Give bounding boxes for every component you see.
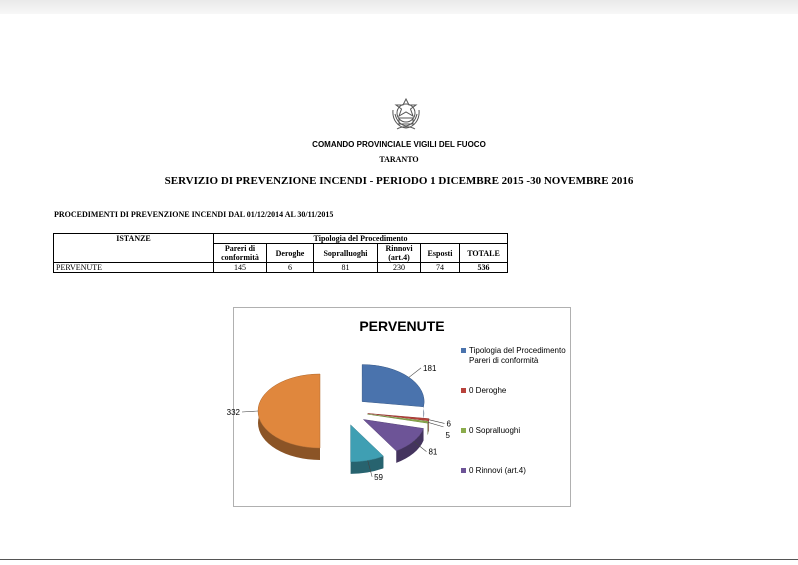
page-bottom-line [0, 559, 798, 560]
row-label: PERVENUTE [54, 263, 214, 273]
data-label: 59 [374, 472, 384, 482]
group-header: Tipologia del Procedimento [214, 234, 508, 244]
data-label: 6 [446, 419, 451, 429]
pie-chart [226, 307, 571, 507]
data-label: 332 [226, 408, 240, 417]
legend-swatch [461, 468, 466, 473]
legend-item [461, 466, 526, 476]
pie-slice-side [428, 421, 429, 435]
col-header: Deroghe [267, 244, 314, 263]
table-cell: 6 [267, 263, 314, 273]
legend-label: 0 Sopralluoghi [469, 426, 521, 435]
viewer-top-bar [0, 0, 798, 14]
legend-swatch [461, 388, 466, 393]
italian-republic-emblem-icon [389, 96, 423, 132]
row-header: ISTANZE [54, 234, 214, 263]
chart-title: PERVENUTE [359, 318, 445, 334]
legend-item [461, 386, 506, 396]
pie-slice [368, 413, 429, 420]
table-cell: 230 [378, 263, 421, 273]
col-header: Rinnovi (art.4) [378, 244, 421, 263]
legend-label: 0 Rinnovi (art.4) [469, 466, 526, 475]
legend-swatch [461, 428, 466, 433]
data-label-leader [428, 422, 444, 427]
table-cell: 145 [214, 263, 267, 273]
data-label: 5 [445, 430, 450, 440]
col-header: Pareri di conformità [214, 244, 267, 263]
procedures-table [53, 233, 508, 273]
data-label-leader [429, 420, 445, 424]
col-header: Sopralluoghi [314, 244, 378, 263]
pie-chart-plot [226, 308, 464, 506]
legend-label: 0 Deroghe [469, 386, 507, 395]
table-cell: 81 [314, 263, 378, 273]
data-label: 81 [428, 447, 438, 457]
legend-item [461, 426, 520, 436]
data-label: 181 [423, 363, 437, 373]
table-row [54, 263, 508, 273]
col-header: TOTALE [460, 244, 508, 263]
legend-swatch [461, 348, 466, 353]
city-name: TARANTO [379, 155, 419, 164]
data-label-leader [242, 411, 258, 412]
legend-label: Tipologia del Procedimento Pareri di conformità [469, 346, 566, 365]
organization-name: COMANDO PROVINCIALE VIGILI DEL FUOCO [312, 140, 486, 149]
table-cell-total: 536 [460, 263, 508, 273]
legend-item [461, 346, 566, 366]
service-title: SERVIZIO DI PREVENZIONE INCENDI - PERIODO 1 DICEMBRE 2015 -30 NOVEMBRE 2016 [164, 175, 634, 187]
table-cell: 74 [421, 263, 460, 273]
section-title: PROCEDIMENTI DI PREVENZIONE INCENDI DAL 01/12/2014 AL 30/11/2015 [54, 210, 334, 219]
data-label-leader [409, 368, 421, 377]
pie-slice [362, 365, 424, 407]
col-header: Esposti [421, 244, 460, 263]
